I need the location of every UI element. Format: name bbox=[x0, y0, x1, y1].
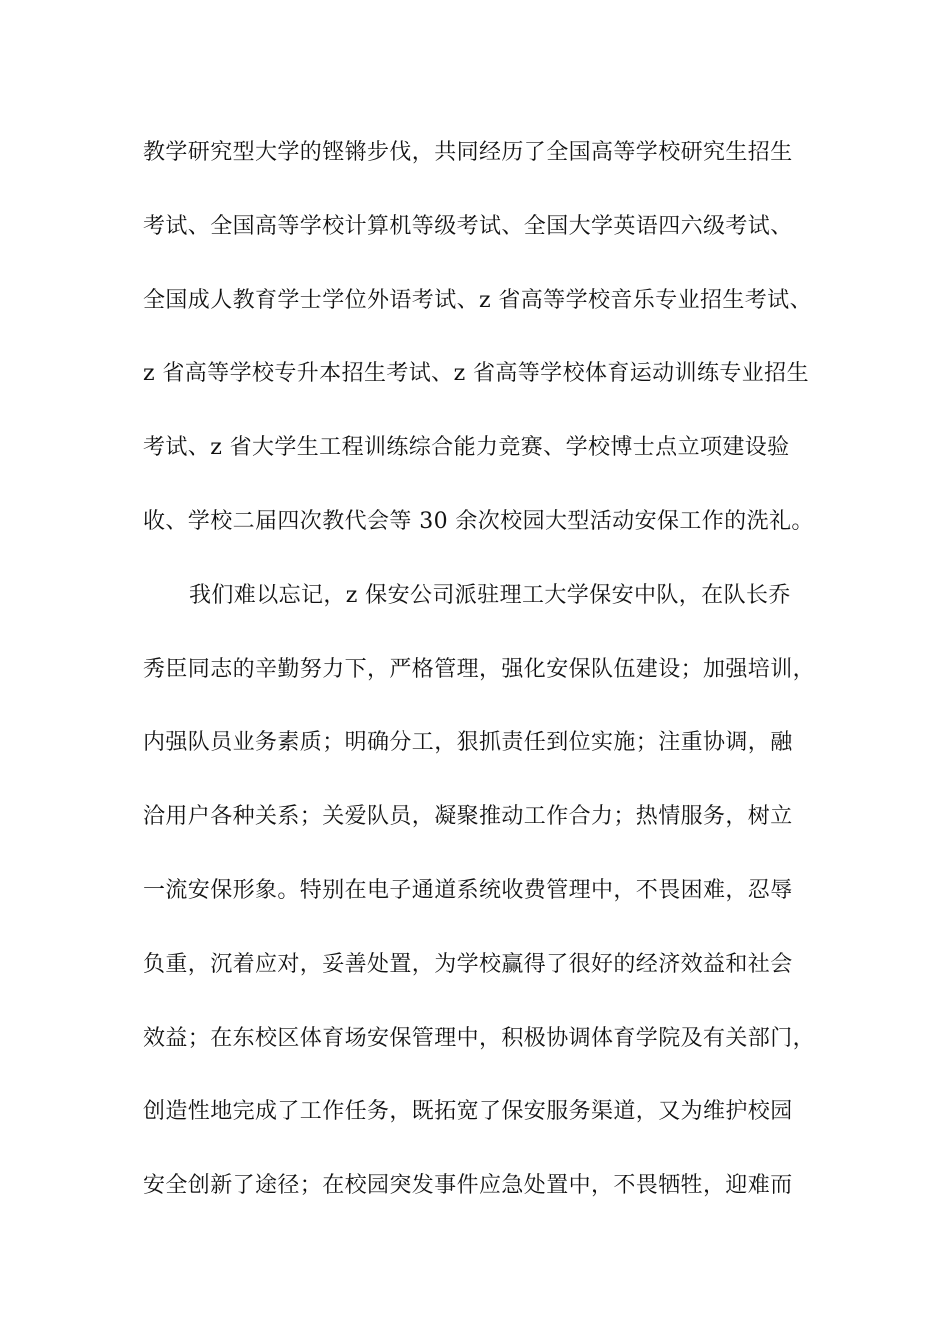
text-line: 秀臣同志的辛勤努力下，严格管理，强化安保队伍建设；加强培训， bbox=[143, 656, 816, 682]
text-line: 创造性地完成了工作任务，既拓宽了保安服务渠道，又为维护校园 bbox=[143, 1099, 793, 1125]
body-text bbox=[143, 133, 833, 1240]
text-line: 一流安保形象。特别在电子通道系统收费管理中，不畏困难，忍辱 bbox=[143, 877, 793, 903]
text-line: 洽用户各种关系；关爱队员，凝聚推动工作合力；热情服务，树立 bbox=[143, 804, 793, 830]
text-line: 内强队员业务素质；明确分工，狠抓责任到位实施；注重协调，融 bbox=[143, 730, 793, 756]
text-line: 安全创新了途径；在校园突发事件应急处置中，不畏牺牲，迎难而 bbox=[143, 1173, 793, 1199]
text-line: 考试、全国高等学校计算机等级考试、全国大学英语四六级考试、 bbox=[143, 213, 793, 239]
text-line: 收、学校二届四次教代会等 30 余次校园大型活动安保工作的洗礼。 bbox=[143, 508, 814, 534]
text-line: 教学研究型大学的铿锵步伐，共同经历了全国高等学校研究生招生 bbox=[143, 140, 793, 165]
text-line: 效益；在东校区体育场安保管理中，积极协调体育学院及有关部门， bbox=[143, 1025, 816, 1051]
paragraph-first-line: 我们难以忘记，z 保安公司派驻理工大学保安中队，在队长乔 bbox=[189, 582, 791, 608]
text-line: z 省高等学校专升本招生考试、z 省高等学校体育运动训练专业招生 bbox=[143, 361, 809, 387]
text-line: 考试、z 省大学生工程训练综合能力竞赛、学校博士点立项建设验 bbox=[143, 435, 790, 461]
text-line: 全国成人教育学士学位外语考试、z 省高等学校音乐专业招生考试、 bbox=[143, 287, 812, 313]
text-line: 负重，沉着应对，妥善处置，为学校赢得了很好的经济效益和社会 bbox=[143, 951, 793, 977]
